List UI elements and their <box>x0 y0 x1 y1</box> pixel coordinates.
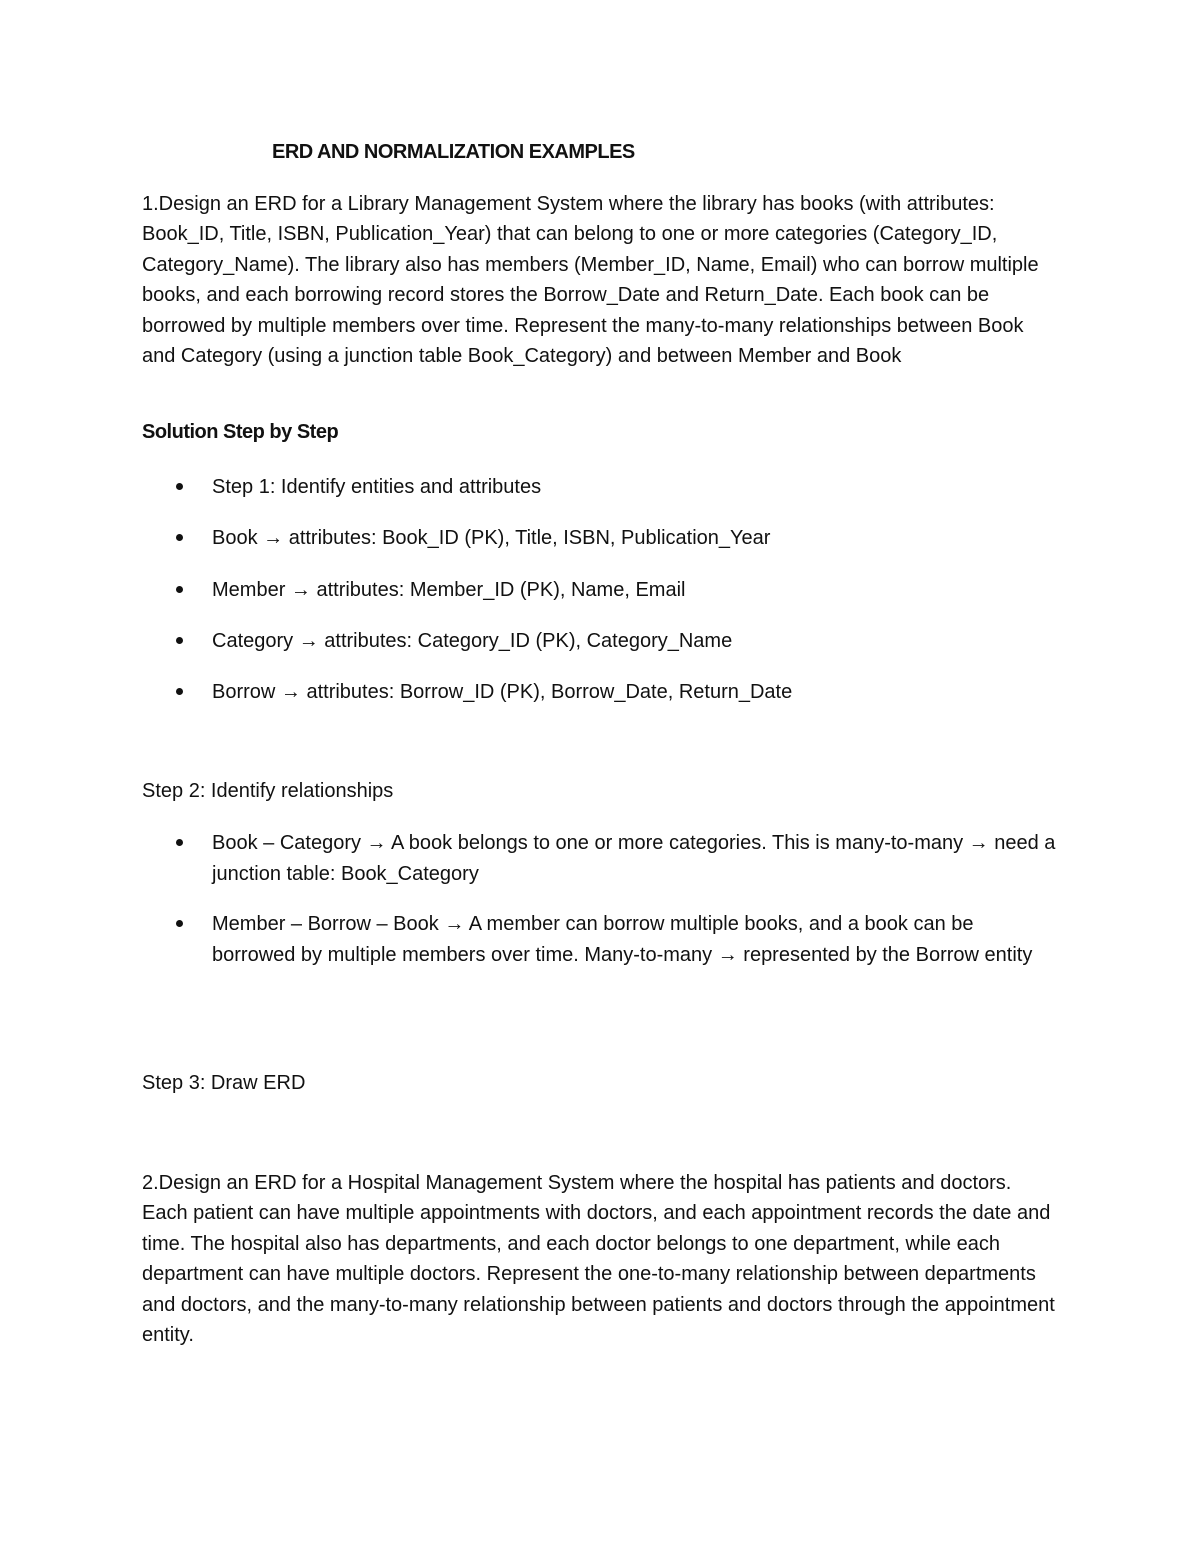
list-item-text: Member – Borrow – Book → A member can borrow multiple books, and a book can be borrowed by multiple members over time. Many-to-many → represented by the Borrow entity <box>212 913 1033 966</box>
list-item <box>142 523 1062 554</box>
bullet-icon <box>176 534 183 541</box>
bullet-icon <box>176 920 183 927</box>
bullet-icon <box>176 637 183 644</box>
list-item <box>142 575 1062 606</box>
bullet-icon <box>176 483 183 490</box>
step-3-label: Step 3: Draw ERD <box>142 1072 306 1094</box>
list-item-text: Category → attributes: Category_ID (PK), Category_Name <box>212 629 733 652</box>
question-1-text: 1.Design an ERD for a Library Management System where the library has books (with attributes: Book_ID, Title, ISBN, Publication_Year) that can belong to one or more categories (Category_ID, Category_Name). The library also has members (Member_ID, Name, Email) who can borrow multiple books, and each borrowing record stores the Borrow_Date and Return_Date. Each book can be borrowed by multiple members over time. Represent the many-to-many relationships between Book and Category (using a junction table Book_Category) and between Member and Book <box>142 193 1039 368</box>
list-item <box>142 472 1062 503</box>
list-item-text: Book – Category → A book belongs to one or more categories. This is many-to-many → need a junction table: Book_Category <box>212 832 1056 885</box>
list-item <box>142 626 1062 657</box>
list-item-text: Borrow → attributes: Borrow_ID (PK), Borrow_Date, Return_Date <box>212 681 793 704</box>
list-item <box>142 909 1062 970</box>
list-item-text: Book → attributes: Book_ID (PK), Title, ISBN, Publication_Year <box>212 527 771 550</box>
list-item-text: Step 1: Identify entities and attributes <box>212 476 542 498</box>
list-item-text: Member → attributes: Member_ID (PK), Name, Email <box>212 578 686 601</box>
bullet-icon <box>176 586 183 593</box>
step-2-list <box>142 828 1062 990</box>
document-page <box>142 0 1062 1553</box>
document-title: ERD AND NORMALIZATION EXAMPLES <box>272 141 635 163</box>
list-item <box>142 677 1062 708</box>
question-2-text: 2.Design an ERD for a Hospital Management System where the hospital has patients and doctors. Each patient can have multiple appointments with doctors, and each appointment records the date and time. The hospital also has departments, and each doctor belongs to one department, while each department can have multiple doctors. Represent the one-to-many relationship between departments and doctors, and the many-to-many relationship between patients and doctors through the appointment entity. <box>142 1172 1055 1347</box>
solution-heading: Solution Step by Step <box>142 421 339 443</box>
list-item <box>142 828 1062 889</box>
step-2-label: Step 2: Identify relationships <box>142 780 394 802</box>
bullet-icon <box>176 688 183 695</box>
step-1-list <box>142 472 1062 728</box>
bullet-icon <box>176 839 183 846</box>
